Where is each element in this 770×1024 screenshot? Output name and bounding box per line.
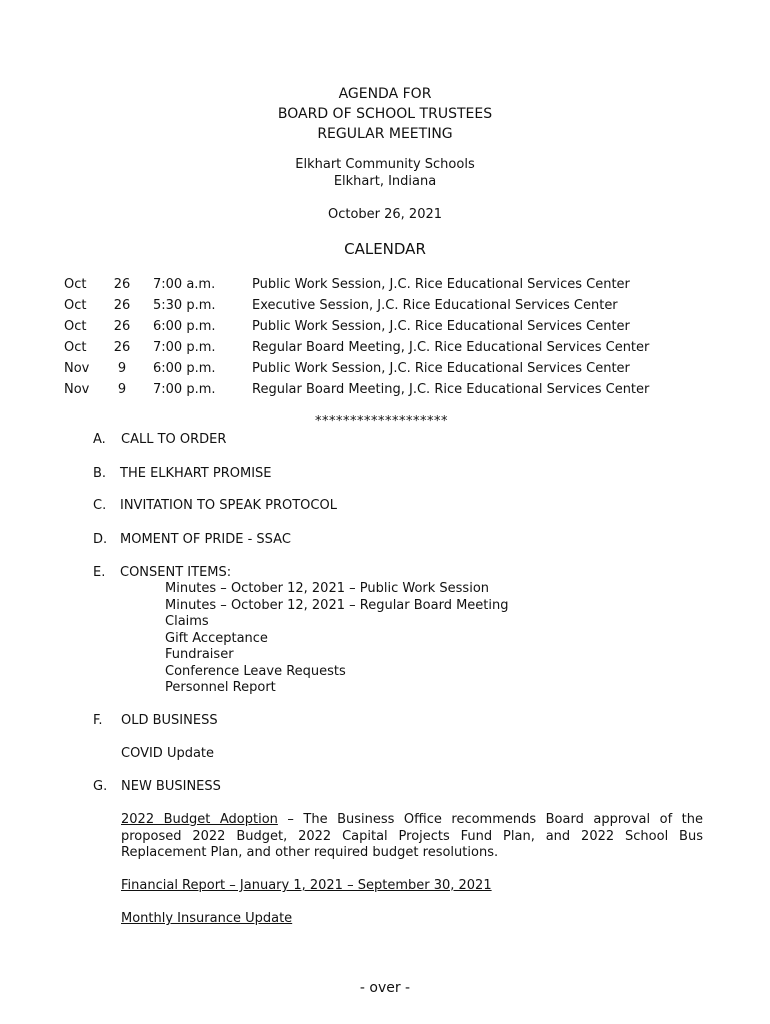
item-title: THE ELKHART PROMISE [120, 466, 272, 481]
calendar-month: Oct [64, 340, 87, 355]
insurance-update: Monthly Insurance Update [121, 911, 293, 926]
calendar-time: 7:00 p.m. [153, 340, 216, 355]
calendar-month: Oct [64, 277, 87, 292]
item-title: INVITATION TO SPEAK PROTOCOL [120, 498, 337, 513]
calendar-month: Nov [64, 361, 90, 376]
page-footer: - over - [359, 980, 411, 996]
item-letter: A. [93, 432, 106, 447]
calendar-description: Public Work Session, J.C. Rice Educational Services Center [252, 277, 630, 292]
covid-update: COVID Update [121, 746, 215, 761]
item-title: NEW BUSINESS [121, 779, 221, 794]
consent-subitem: Minutes – October 12, 2021 – Public Work Session [165, 581, 490, 596]
calendar-day: 9 [117, 361, 127, 376]
calendar-day: 26 [113, 298, 131, 313]
calendar-day: 9 [117, 382, 127, 397]
calendar-row [0, 340, 770, 361]
calendar-month: Oct [64, 298, 87, 313]
consent-subitem: Personnel Report [165, 680, 276, 695]
budget-adoption-text: – The Business Office recommends Board approval of the proposed 2022 Budget, 2022 Capital Projects Fund Plan, and 2022 School Bus Replacement Plan, and other required budget resolutions. [121, 812, 703, 860]
calendar-row [0, 277, 770, 298]
calendar-day: 26 [113, 277, 131, 292]
item-letter: G. [93, 779, 108, 794]
calendar-time: 6:00 p.m. [153, 319, 216, 334]
budget-adoption-paragraph [121, 812, 703, 862]
calendar-month: Nov [64, 382, 90, 397]
calendar-row [0, 298, 770, 319]
item-title: MOMENT OF PRIDE - SSAC [120, 532, 291, 547]
calendar-row [0, 361, 770, 382]
item-title: CONSENT ITEMS: [120, 565, 232, 580]
calendar-time: 7:00 p.m. [153, 382, 216, 397]
calendar-day: 26 [113, 340, 131, 355]
title-line-2: BOARD OF SCHOOL TRUSTEES [277, 106, 493, 122]
item-letter: D. [93, 532, 108, 547]
item-letter: C. [93, 498, 107, 513]
calendar-heading: CALENDAR [344, 240, 426, 258]
org-location: Elkhart, Indiana [333, 174, 437, 189]
title-line-1: AGENDA FOR [338, 86, 432, 102]
financial-report: Financial Report – January 1, 2021 – September 30, 2021 [121, 878, 492, 893]
consent-subitem: Minutes – October 12, 2021 – Regular Board Meeting [165, 598, 509, 613]
calendar-time: 6:00 p.m. [153, 361, 216, 376]
item-title: CALL TO ORDER [121, 432, 227, 447]
title-line-3: REGULAR MEETING [317, 126, 453, 142]
item-letter: B. [93, 466, 107, 481]
item-letter: F. [93, 713, 103, 728]
calendar-time: 7:00 a.m. [153, 277, 216, 292]
item-letter: E. [93, 565, 106, 580]
calendar-description: Public Work Session, J.C. Rice Educational Services Center [252, 319, 630, 334]
consent-subitem: Conference Leave Requests [165, 664, 346, 679]
item-title: OLD BUSINESS [121, 713, 218, 728]
calendar-month: Oct [64, 319, 87, 334]
calendar-row [0, 319, 770, 340]
calendar-description: Public Work Session, J.C. Rice Educational Services Center [252, 361, 630, 376]
calendar-description: Executive Session, J.C. Rice Educational Services Center [252, 298, 618, 313]
calendar-description: Regular Board Meeting, J.C. Rice Educational Services Center [252, 340, 650, 355]
calendar-description: Regular Board Meeting, J.C. Rice Educational Services Center [252, 382, 650, 397]
consent-subitem: Fundraiser [165, 647, 234, 662]
consent-subitem: Claims [165, 614, 209, 629]
org-name: Elkhart Community Schools [295, 157, 475, 172]
calendar-day: 26 [113, 319, 131, 334]
calendar-row [0, 382, 770, 403]
meeting-date: October 26, 2021 [327, 207, 443, 222]
consent-subitem: Gift Acceptance [165, 631, 268, 646]
section-separator: ******************* [315, 414, 448, 429]
calendar-time: 5:30 p.m. [153, 298, 216, 313]
budget-adoption-title: 2022 Budget Adoption [121, 812, 278, 827]
